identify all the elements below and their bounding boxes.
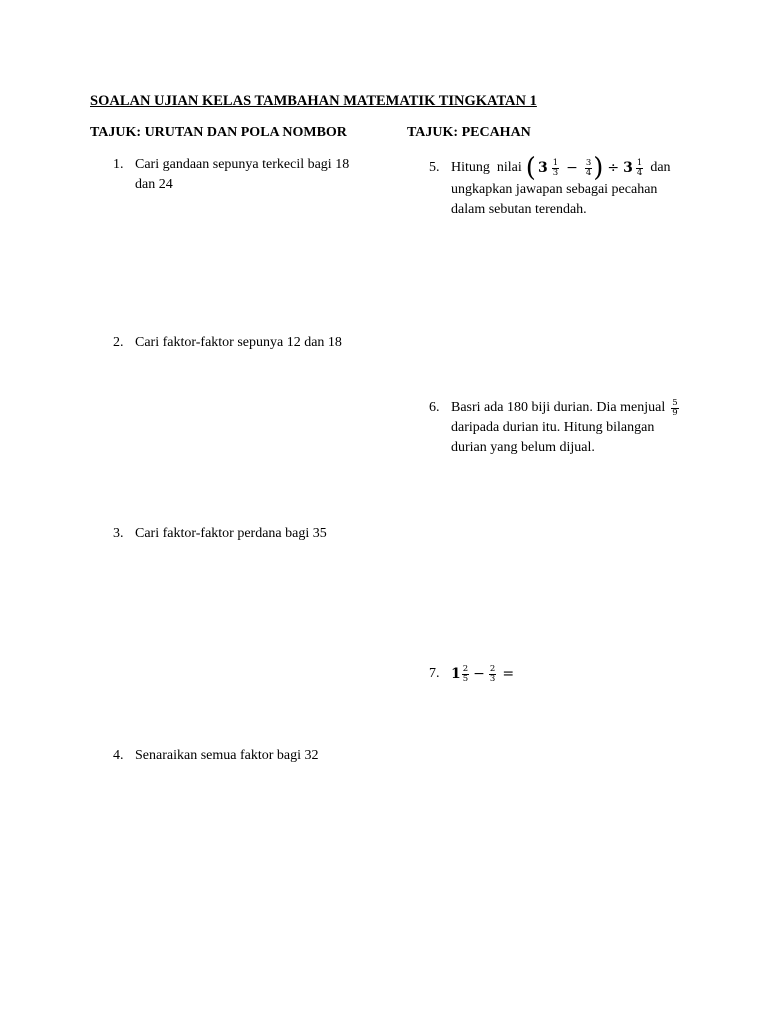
denominator: 3: [552, 167, 559, 178]
question-7: [429, 664, 629, 686]
right-column-heading: TAJUK: PECAHAN: [407, 125, 531, 140]
question-text-line: Cari faktor-faktor perdana bagi 35: [135, 526, 327, 541]
fraction: [636, 159, 643, 178]
question-tail-text: dan: [650, 160, 671, 175]
open-paren: (: [525, 153, 536, 183]
question-number: 4.: [113, 748, 124, 763]
numerator: 1: [552, 157, 559, 168]
question-text-line: durian yang belum dijual.: [451, 440, 595, 455]
question-4: [113, 746, 373, 766]
denominator: 3: [489, 673, 496, 684]
denominator: 5: [462, 673, 469, 684]
math-expression: [525, 153, 645, 183]
question-number: 3.: [113, 526, 124, 541]
numerator: 1: [636, 157, 643, 168]
equals-sign: =: [502, 666, 515, 682]
minus-sign: −: [566, 160, 578, 176]
question-3: [113, 524, 373, 544]
whole-number: 1: [451, 666, 461, 682]
question-text: Basri ada 180 biji durian. Dia menjual: [451, 400, 666, 415]
fraction: [489, 665, 496, 684]
minus-sign: −: [473, 666, 485, 682]
numerator: 3: [585, 157, 592, 168]
question-number: 2.: [113, 335, 124, 350]
question-number: 5.: [429, 160, 440, 175]
question-text-line: daripada durian itu. Hitung bilangan: [451, 420, 655, 435]
fraction: [585, 159, 592, 178]
divide-sign: ÷: [607, 160, 620, 176]
left-column-heading: TAJUK: URUTAN DAN POLA NOMBOR: [90, 125, 347, 140]
numerator: 2: [462, 663, 469, 674]
question-text-line: Senaraikan semua faktor bagi 32: [135, 748, 319, 763]
question-6: [429, 398, 699, 462]
question-number: 6.: [429, 400, 440, 415]
question-1: [113, 155, 373, 195]
close-paren: ): [593, 153, 604, 183]
whole-number: 3: [623, 160, 633, 176]
denominator: 4: [636, 167, 643, 178]
denominator: 9: [672, 407, 678, 418]
question-text-line: Cari gandaan sepunya terkecil bagi 18: [135, 157, 350, 172]
question-text-line: ungkapkan jawapan sebagai pecahan: [451, 182, 658, 197]
question-text-line: dalam sebutan terendah.: [451, 202, 587, 217]
fraction: [462, 665, 469, 684]
numerator: 5: [672, 397, 678, 408]
question-lead-text: Hitung nilai: [451, 160, 522, 175]
question-text-line: Cari faktor-faktor sepunya 12 dan 18: [135, 335, 342, 350]
question-text-line: dan 24: [135, 177, 173, 192]
page-title: SOALAN UJIAN KELAS TAMBAHAN MATEMATIK TINGKATAN 1: [90, 93, 537, 109]
question-text-line: [451, 153, 671, 183]
fraction: [671, 399, 678, 418]
question-2: [113, 333, 373, 353]
fraction: [552, 159, 559, 178]
question-text-line: [451, 398, 680, 418]
math-expression: [451, 664, 514, 684]
denominator: 4: [585, 167, 592, 178]
question-5: [429, 153, 699, 224]
numerator: 2: [489, 663, 496, 674]
question-number: 7.: [429, 666, 440, 681]
question-number: 1.: [113, 157, 124, 172]
whole-number: 3: [537, 160, 548, 176]
